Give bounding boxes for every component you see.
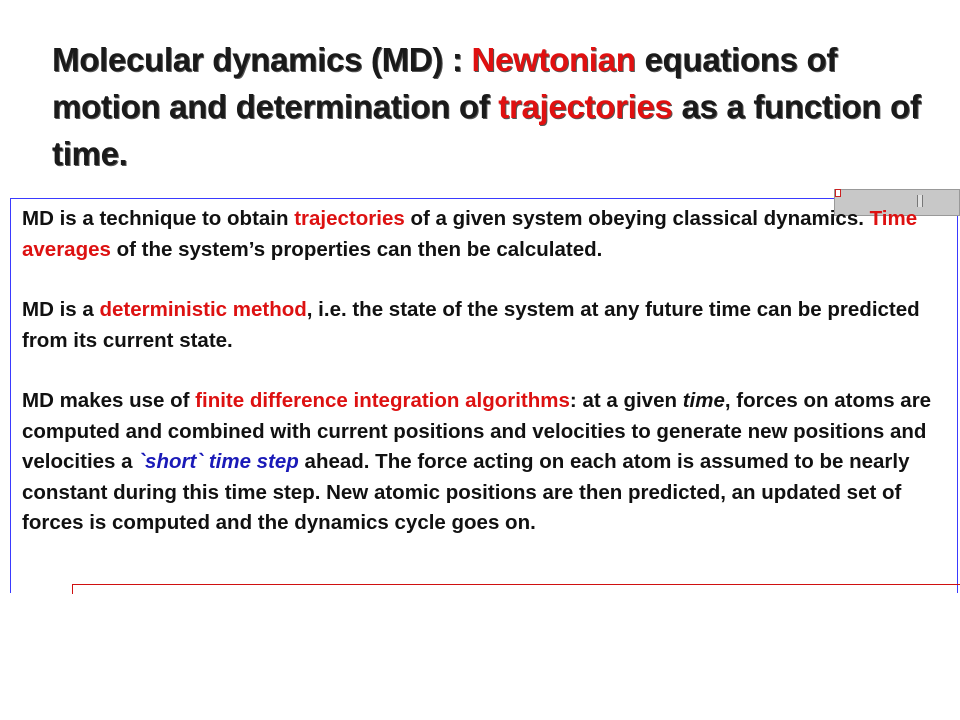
p3-text-2: : at a given	[569, 389, 683, 412]
title-text-2: equations of motion and determination of	[52, 41, 838, 125]
p3-highlight-algorithms: finite difference integration algorithms	[195, 389, 570, 412]
title-highlight-newtonian: Newtonian	[471, 41, 636, 78]
title-highlight-trajectories: trajectories	[498, 88, 673, 125]
p2-highlight-deterministic-method: deterministic method	[99, 298, 307, 321]
title-text-1: Molecular dynamics (MD) :	[52, 41, 472, 78]
p2-text-1: MD is a	[22, 298, 100, 321]
widget-marker-icon	[835, 189, 841, 197]
p3-highlight-short-time-step: `short` time step	[138, 450, 299, 473]
slide-title	[52, 36, 932, 177]
p1-text-1: MD is a technique to obtain	[22, 207, 295, 230]
content-text	[22, 204, 947, 539]
p2-text-2: , i.e. the state of the system at any future time can be predicted from its current state.	[22, 298, 920, 352]
p1-highlight-trajectories: trajectories	[294, 207, 405, 230]
paragraph-deterministic	[22, 295, 947, 356]
p3-text-4: ahead. The force acting on each atom is assumed to be nearly constant during this time step. New atomic positions are then predicted, an updated set of forces is computed and the dynamics cycle goes on.	[22, 450, 910, 534]
paragraph-algorithms	[22, 386, 947, 539]
p3-italic-time: time	[682, 389, 725, 412]
p3-text-3: , forces on atoms are computed and combined with current positions and velocities to generate new positions and velocities a	[22, 389, 932, 473]
p1-text-3: of the system’s properties can then be calculated.	[110, 237, 603, 261]
content-box-bottom-border	[72, 584, 960, 594]
p1-highlight-time-averages: Time averages	[22, 207, 918, 261]
p3-text-1: MD makes use of	[22, 389, 196, 412]
paragraph-trajectories	[22, 204, 947, 265]
p1-text-2: of a given system obeying classical dynamics.	[404, 207, 870, 230]
title-text-3: as a function of time.	[52, 88, 921, 172]
